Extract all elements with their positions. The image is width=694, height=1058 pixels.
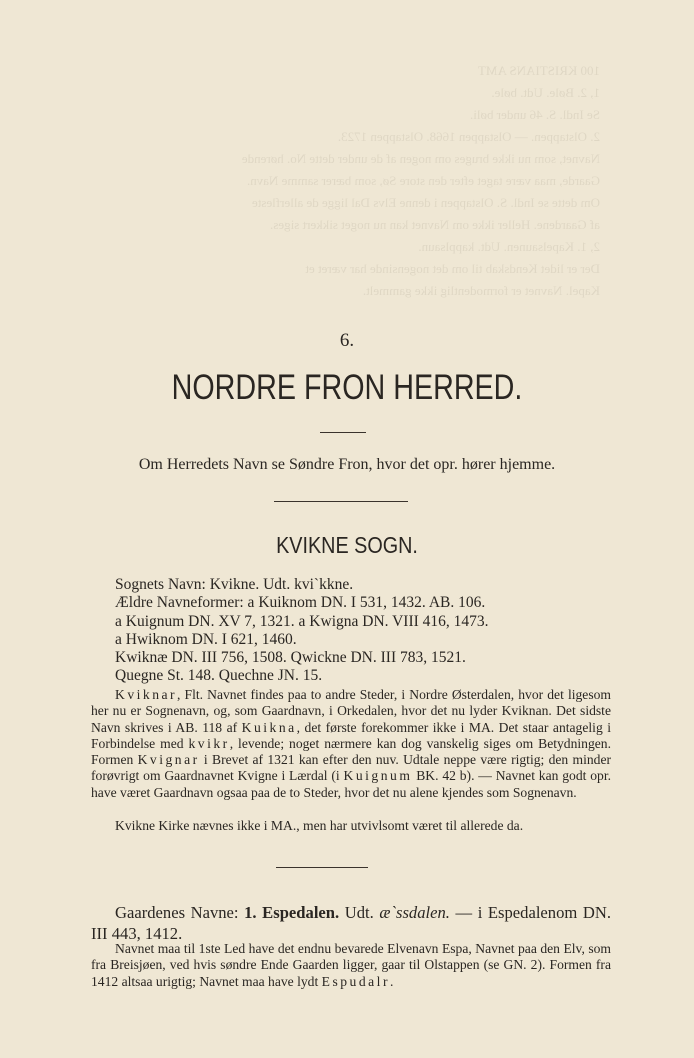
herred-note: Om Herredets Navn se Søndre Fron, hvor det opr. hører hjemme. (138, 456, 556, 473)
bleed-through-text (120, 60, 600, 298)
bleed-line: af Gaardene. Heller ikke om Navnet kan nu noget sikkert siges. (270, 217, 600, 232)
spaced-name: Kviknar (115, 687, 178, 702)
short-divider (320, 432, 366, 433)
spaced-name: Kuignum (343, 768, 413, 784)
name-line: Ældre Navneformer: a Kuiknom DN. I 531, 1432. AB. 106. (115, 594, 486, 612)
bleed-line: Om dette se Indl. S. Olstappen i denne Elvs Dal ligge de allerfleste (251, 195, 600, 210)
paragraph-text: Kvikne Kirke nævnes ikke i MA., men har utvivlsomt været til allerede da. (115, 818, 524, 833)
spaced-name: kvikr (188, 735, 230, 751)
bleed-line: 100 KRISTIANS AMT (477, 63, 600, 78)
bleed-line: Se Indl. S. 46 under bøli. (470, 107, 600, 122)
paragraph-text: , Flt. Navnet findes paa to andre Steder, i Nordre Østerdalen, hvor det ligesom her nu er Sognenavn, og, som Gaardnavn, i Orkedalen, hvor det nu lyder Kviknan. Det sidste Navn skrives i AB. 118 af (91, 687, 611, 735)
name-line: Sognets Navn: Kvikne. Udt. kvi`kkne. (115, 576, 354, 593)
name-line: Quegne St. 148. Quechne JN. 15. (115, 667, 323, 685)
herred-title: NORDRE FRON HERRED. (171, 368, 523, 407)
bleed-line: 2. Olstappen. — Olstappen 1668. Olstappen 1723. (337, 129, 600, 144)
name-line: a Hwiknom DN. I 621, 1460. (115, 630, 297, 648)
name-line: a Kuignum DN. XV 7, 1321. a Kwigna DN. VIII 416, 1473. (115, 612, 489, 630)
paragraph-text: Navnet maa til 1ste Led have det endnu bevarede Elvenavn Espa, Navnet paa den Elv, som fra Breisjøen, ved hvis søndre Ende Gaarden ligger, gaar til Olstappen (se GN. 2). Formen fra 1412 altsaa urigtig; Navnet maa have lydt (91, 941, 611, 989)
udt-label: Udt. (344, 903, 374, 922)
farm-name: Espedalen. (262, 903, 340, 922)
spaced-name: Kuikna (241, 719, 297, 735)
bleed-line: Navnet, som nu ikke bruges om nogen af de under dette No. hørende (241, 151, 600, 166)
bleed-line: 2, 1. Kapelsaunen. Udt. kapplsaun. (418, 239, 600, 254)
paragraph-text: , levende; noget nærmere kan dog vanskelig siges om Betydningen. Formen (91, 735, 611, 768)
bleed-line: Kapel. Navnet er formodentlig ikke gammelt. (362, 283, 600, 298)
chapter-number: 6. (339, 330, 355, 351)
bleed-line: Der er lidet Kendskab til om det nogensinde har været et (305, 261, 600, 276)
spaced-name: Kvignar (137, 752, 200, 768)
bleed-line: Gaarde, maa være taget efter den store Sø, som bærer samme Navn. (246, 173, 600, 188)
farm-source: — i Espedalenom DN. III 443, 1412. (91, 903, 611, 943)
gaardene-heading (91, 902, 611, 944)
gaardene-label: Gaardenes Navne: (115, 903, 239, 922)
farm-number: 1. (244, 903, 257, 922)
kviknar-paragraph (91, 687, 611, 801)
bleed-line: 1, 2. Bøle. Udt. bøle. (491, 85, 600, 100)
pronunciation: æ`ssdalen. (379, 903, 450, 922)
name-line: Kwiknæ DN. III 756, 1508. Qwickne DN. III 783, 1521. (115, 649, 466, 667)
spaced-name: Espudalr (321, 973, 390, 989)
paragraph-text: , det første forekommer ikke i MA. Det staar antagelig i Forbindelse med (91, 719, 612, 751)
kirke-paragraph (91, 818, 611, 834)
section-divider-2 (276, 867, 368, 868)
section-divider (274, 501, 408, 502)
espedalen-paragraph (91, 941, 611, 990)
paragraph-text: BK. 42 b). — Navnet kan godt opr. have været Gaardnavn ogsaa paa de to Steder, hvor det nu alene kjendes som Sognenavn. (91, 768, 612, 800)
sogn-title: KVIKNE SOGN. (276, 532, 418, 558)
paragraph-text: . (389, 973, 394, 989)
paragraph-text: i Brevet af 1321 kan efter den nuv. Udtale neppe være rigtig; den minder forøvrigt om Gaardnavnet Kvigne i Lærdal (i (91, 752, 612, 784)
name-forms-block (115, 576, 489, 686)
